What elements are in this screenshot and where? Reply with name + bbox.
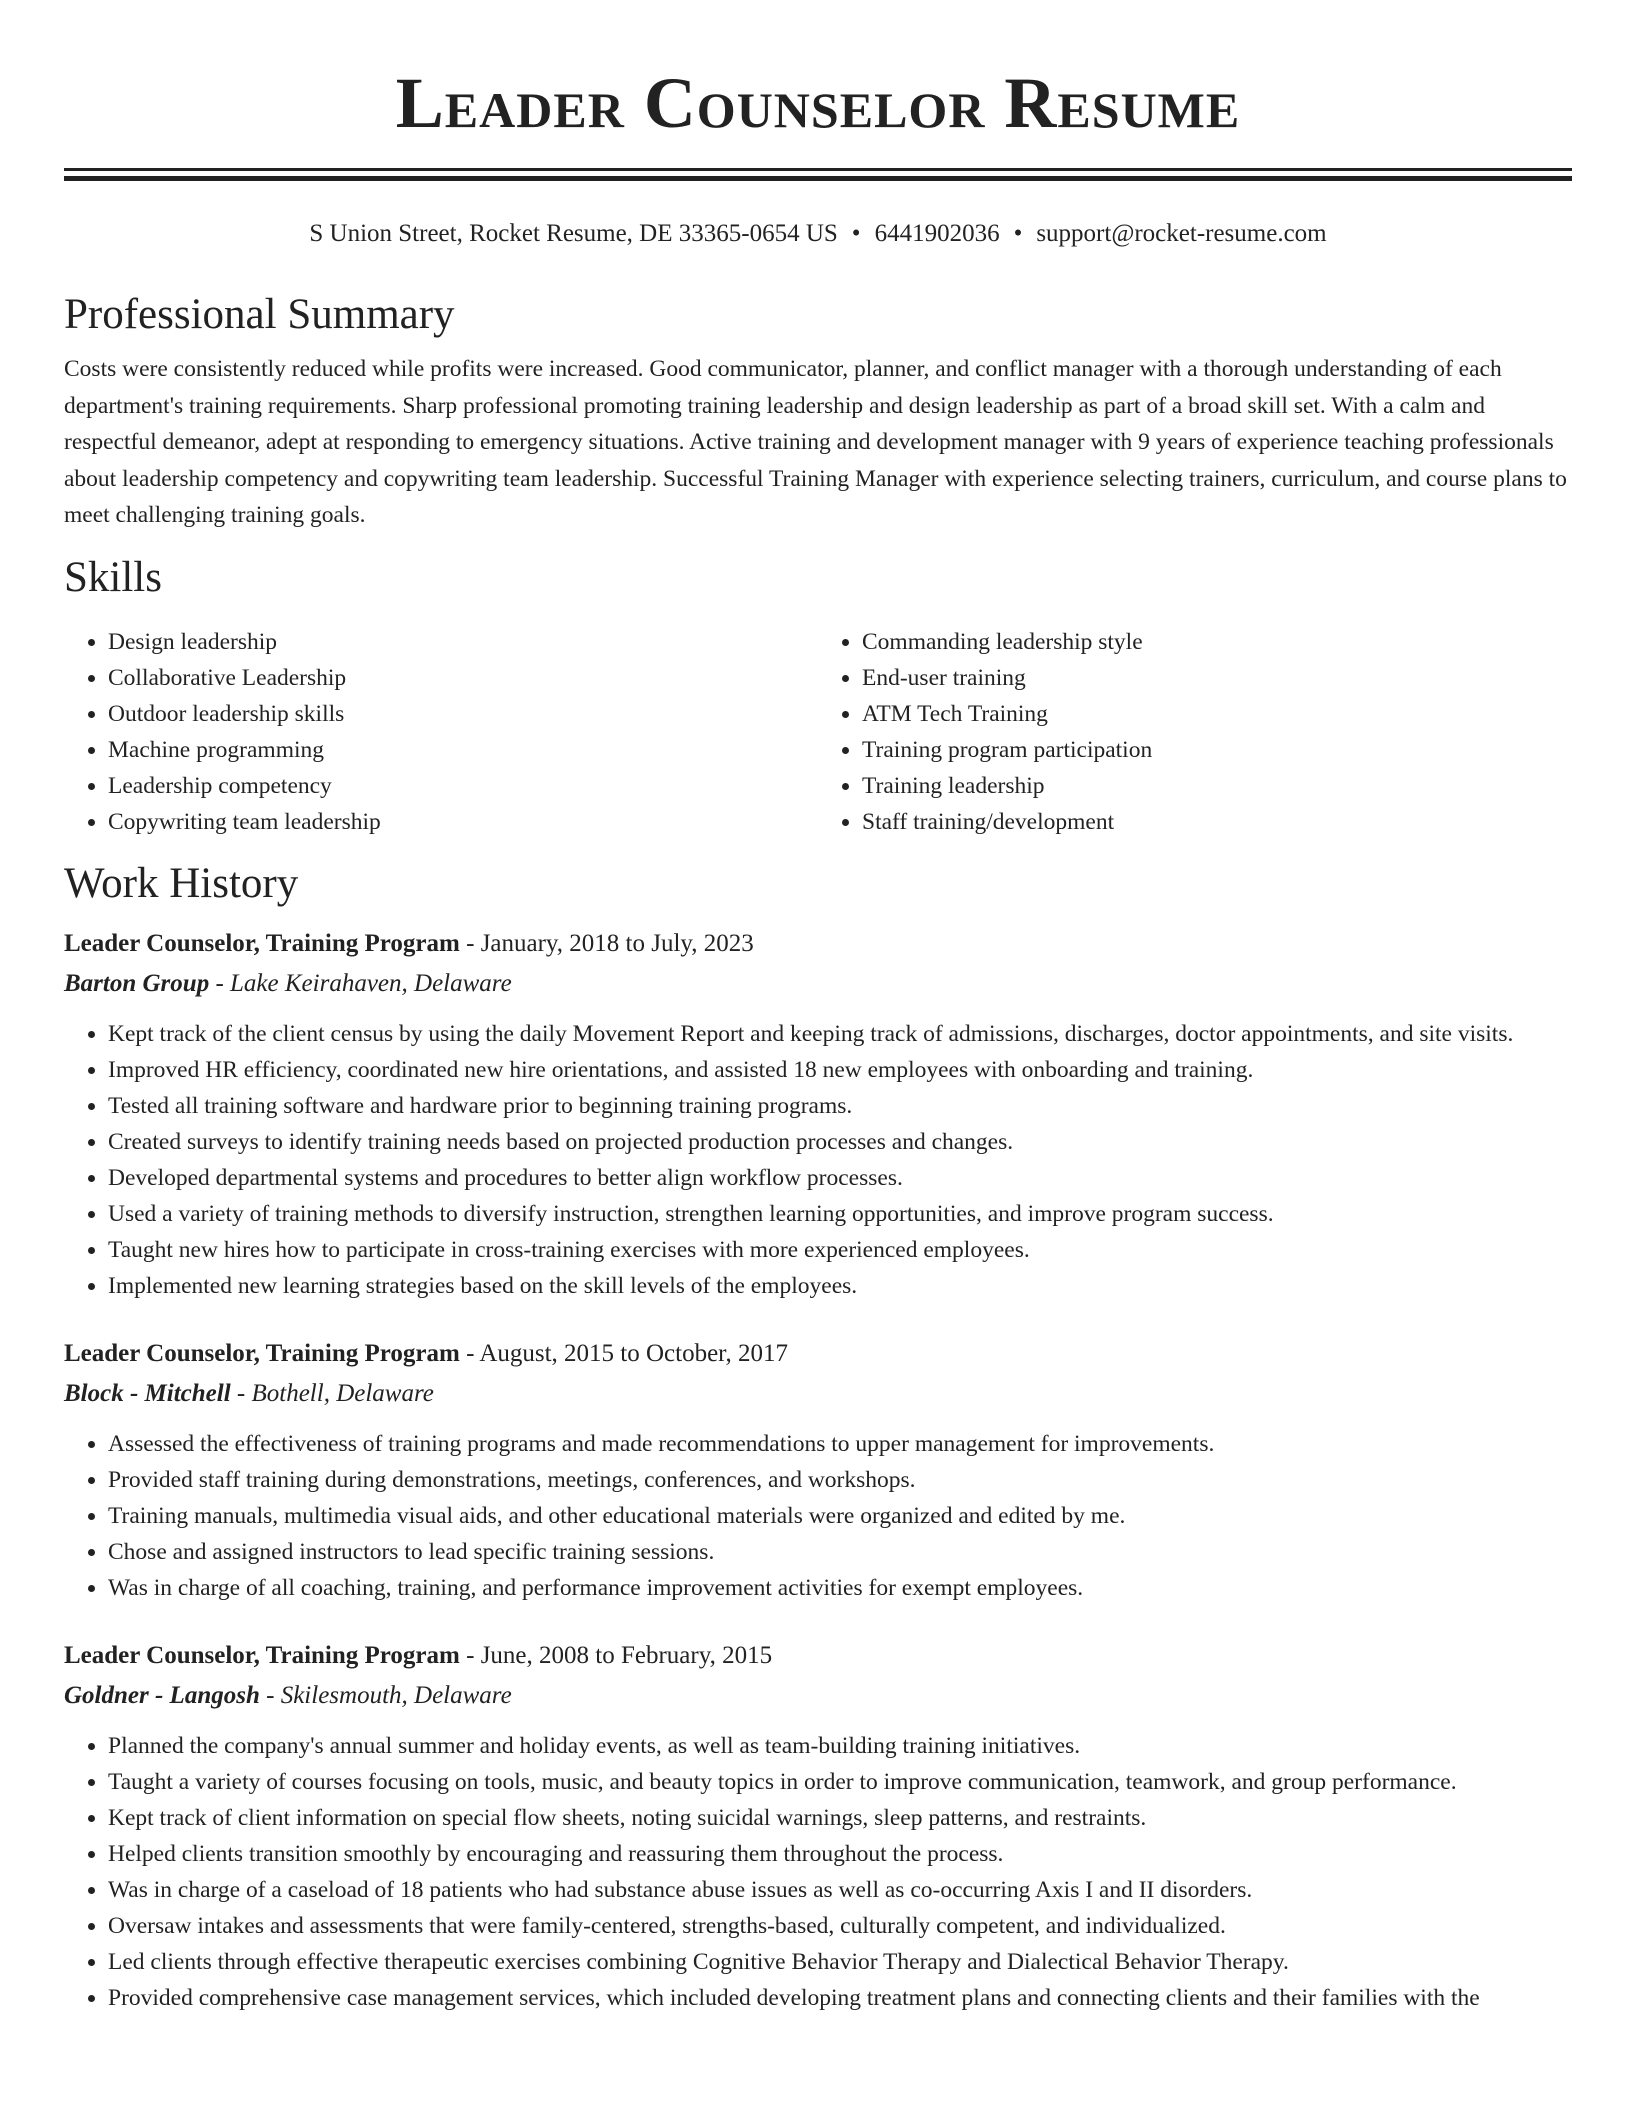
job-entry <box>64 1334 1572 1606</box>
summary-heading: Professional Summary <box>64 291 455 338</box>
skills-list <box>64 624 1572 840</box>
skill-item: • Design leadership <box>108 624 818 660</box>
job-bullet: • Used a variety of training methods to diversify instruction, strengthen learning opportunities, and improve program success. <box>108 1196 1572 1232</box>
contact-separator: • <box>851 220 861 247</box>
job-employer: Block - Mitchell - Bothell, Delaware <box>64 1379 434 1407</box>
job-bullet: • Led clients through effective therapeutic exercises combining Cognitive Behavior Therapy and Dialectical Behavior Therapy. <box>108 1944 1572 1980</box>
job-bullet: • Planned the company's annual summer and holiday events, as well as team-building training initiatives. <box>108 1728 1572 1764</box>
job-bullet: • Implemented new learning strategies based on the skill levels of the employees. <box>108 1268 1572 1304</box>
job-header: Leader Counselor, Training Program - August, 2015 to October, 2017 <box>64 1339 789 1367</box>
contact-address: S Union Street, Rocket Resume, DE 33365-0654 US <box>309 220 838 247</box>
job-header: Leader Counselor, Training Program - January, 2018 to July, 2023 <box>64 929 754 957</box>
job-bullet: • Provided comprehensive case management services, which included developing treatment plans and connecting clients and their families with the <box>108 1980 1572 2016</box>
skills-heading: Skills <box>64 553 162 601</box>
job-bullet: • Kept track of client information on special flow sheets, noting suicidal warnings, sleep patterns, and restraints. <box>108 1800 1572 1836</box>
job-bullet: • Assessed the effectiveness of training programs and made recommendations to upper management for improvements. <box>108 1426 1572 1462</box>
skill-item: • Leadership competency <box>108 768 818 804</box>
skill-item: • Staff training/development <box>862 804 1572 840</box>
job-bullet: • Helped clients transition smoothly by encouraging and reassuring them throughout the process. <box>108 1836 1572 1872</box>
job-bullets <box>64 1016 1572 1304</box>
title-divider-top <box>64 168 1572 171</box>
resume-title: Leader Counselor Resume <box>395 63 1241 143</box>
job-bullet: • Created surveys to identify training needs based on projected production processes and changes. <box>108 1124 1572 1160</box>
job-bullet: • Kept track of the client census by using the daily Movement Report and keeping track of admissions, discharges, doctor appointments, and site visits. <box>108 1016 1572 1052</box>
job-bullet: • Tested all training software and hardware prior to beginning training programs. <box>108 1088 1572 1124</box>
job-location: Lake Keirahaven, Delaware <box>230 969 512 997</box>
job-company: Block - Mitchell <box>64 1379 231 1407</box>
job-bullet: • Training manuals, multimedia visual aids, and other educational materials were organized and edited by me. <box>108 1498 1572 1534</box>
contact-email: support@rocket-resume.com <box>1036 220 1327 247</box>
job-bullet: • Was in charge of a caseload of 18 patients who had substance abuse issues as well as co-occurring Axis I and II disorders. <box>108 1872 1572 1908</box>
job-bullet: • Taught new hires how to participate in cross-training exercises with more experienced employees. <box>108 1232 1572 1268</box>
job-location: Bothell, Delaware <box>251 1379 434 1407</box>
job-dates: January, 2018 to July, 2023 <box>480 929 754 957</box>
skill-item: • Training program participation <box>862 732 1572 768</box>
contact-phone: 6441902036 <box>874 220 1000 247</box>
skills-column-left <box>64 624 818 840</box>
summary-text: Costs were consistently reduced while profits were increased. Good communicator, planner, and conflict manager with a thorough understanding of each department's training requirements. Sharp professional promoting training leadership and design leadership as part of a broad skill set. With a calm and respectful demeanor, adept at responding to emergency situations. Active training and development manager with 9 years of experience teaching professionals about leadership competency and copywriting team leadership. Successful Training Manager with experience selecting trainers, curriculum, and course plans to meet challenging training goals. <box>64 356 1567 528</box>
contact-separator: • <box>1013 220 1023 247</box>
job-company: Barton Group <box>64 969 210 997</box>
skill-item: • Copywriting team leadership <box>108 804 818 840</box>
job-employer: Goldner - Langosh - Skilesmouth, Delaware <box>64 1681 512 1709</box>
job-dates: August, 2015 to October, 2017 <box>479 1339 789 1367</box>
contact-line <box>64 217 1572 251</box>
job-bullets <box>64 1728 1572 2016</box>
skill-item: • Machine programming <box>108 732 818 768</box>
job-location: Skilesmouth, Delaware <box>280 1681 512 1709</box>
skill-item: • Training leadership <box>862 768 1572 804</box>
job-bullet: • Provided staff training during demonstrations, meetings, conferences, and workshops. <box>108 1462 1572 1498</box>
job-bullet: • Chose and assigned instructors to lead specific training sessions. <box>108 1534 1572 1570</box>
skill-item: • Outdoor leadership skills <box>108 696 818 732</box>
skill-item: • ATM Tech Training <box>862 696 1572 732</box>
skill-item: • Commanding leadership style <box>862 624 1572 660</box>
skill-item: • End-user training <box>862 660 1572 696</box>
job-bullet: • Oversaw intakes and assessments that were family-centered, strengths-based, culturally competent, and individualized. <box>108 1908 1572 1944</box>
skills-column-right <box>818 624 1572 840</box>
job-bullet: • Improved HR efficiency, coordinated new hire orientations, and assisted 18 new employees with onboarding and training. <box>108 1052 1572 1088</box>
skill-item: • Collaborative Leadership <box>108 660 818 696</box>
work-history-heading: Work History <box>64 859 299 907</box>
job-company: Goldner - Langosh <box>64 1681 260 1709</box>
job-role: Leader Counselor, Training Program <box>64 1641 460 1669</box>
job-entry <box>64 924 1572 1304</box>
job-bullet: • Taught a variety of courses focusing on tools, music, and beauty topics in order to improve communication, teamwork, and group performance. <box>108 1764 1572 1800</box>
job-header: Leader Counselor, Training Program - June, 2008 to February, 2015 <box>64 1641 773 1669</box>
resume-page <box>64 0 1572 2016</box>
job-dates: June, 2008 to February, 2015 <box>480 1641 773 1669</box>
job-role: Leader Counselor, Training Program <box>64 929 460 957</box>
job-employer: Barton Group - Lake Keirahaven, Delaware <box>64 969 512 997</box>
job-bullet: • Was in charge of all coaching, training, and performance improvement activities for exempt employees. <box>108 1570 1572 1606</box>
title-divider-bottom <box>64 176 1572 181</box>
job-role: Leader Counselor, Training Program <box>64 1339 460 1367</box>
job-entry <box>64 1636 1572 2016</box>
job-bullet: • Developed departmental systems and procedures to better align workflow processes. <box>108 1160 1572 1196</box>
job-bullets <box>64 1426 1572 1606</box>
